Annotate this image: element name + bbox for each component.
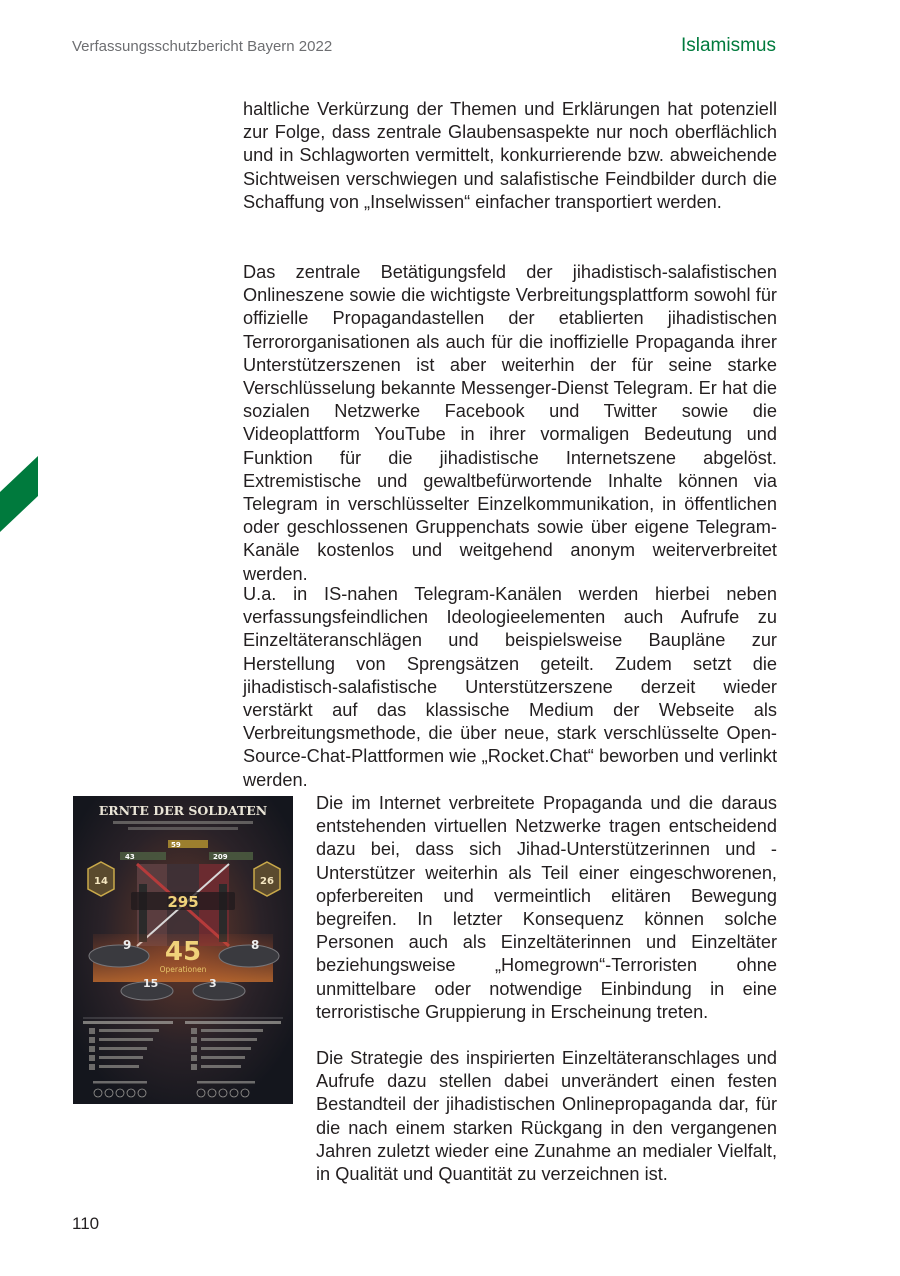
poster-stat: 59 xyxy=(171,841,181,849)
page-number: 110 xyxy=(72,1214,100,1233)
poster-stat: 8 xyxy=(251,938,260,952)
body-paragraph: U.a. in IS-nahen Telegram-Kanälen werden hierbei neben verfassungsfeindlichen Ideologieelementen auch Aufrufe zu Einzeltäteranschlägen und beispielsweise Baupläne zur Herstellung von Sprengsätzen geteilt. Zudem setzt die jihadistisch-salafistische Unterstützerszene derzeit wieder verstärkt auf das klassische Medium der Webseite als Verbreitungsmethode, die über neue, stark verschlüsselte Open-Source-Chat-Plattformen wie „Rocket.Chat“ beworben und verlinkt werden. xyxy=(243,584,777,790)
poster-stat: 295 xyxy=(167,893,199,911)
body-paragraph: haltliche Verkürzung der Themen und Erklärungen hat potenziell zur Folge, dass zentrale Glaubensaspekte nur noch oberflächlich und in Schlagworten vermittelt, konkurrierende bzw. abweichende Sichtweisen verschwiegen und salafistische Feindbilder durch die Schaffung von „Inselwissen“ einfacher transportiert werden. xyxy=(243,99,777,212)
poster-stat: 26 xyxy=(260,876,274,887)
poster-caption: Operationen xyxy=(159,965,207,974)
running-header-section: Islamismus xyxy=(680,35,776,56)
poster-stat: 9 xyxy=(123,938,132,952)
propaganda-poster-image xyxy=(73,796,293,1104)
poster-stat: 43 xyxy=(125,853,135,861)
body-paragraph: Die im Internet verbreitete Propaganda und die daraus entstehenden virtuellen Netzwerke tragen entscheidend dazu bei, dass sich Jihad-Unterstützerinnen und -Unterstützer weiterhin als Teil einer eingeschworenen, opferbereiten und vermeintlich elitären Bewegung begreifen. In letzter Konsequenz können solche Personen auch als Einzeltäterinnen und Einzeltäter beziehungsweise „Homegrown“-Terroristen ohne unmittelbare oder notwendige Einbindung in eine terroristische Gruppierung in Erscheinung treten. xyxy=(316,793,777,1022)
body-paragraph: Die Strategie des inspirierten Einzeltäteranschlages und Aufrufe dazu stellen dabei unverändert einen festen Bestandteil der jihadistischen Onlinepropaganda dar, für die nach einem starken Rückgang in den vergangenen Jahren zuletzt wieder eine Zunahme an medialer Vielfalt, in Qualität und Quantität zu verzeichnen ist. xyxy=(316,1048,777,1185)
running-header-publication: Verfassungsschutzbericht Bayern 2022 xyxy=(72,38,333,55)
body-paragraph: Das zentrale Betätigungsfeld der jihadistisch-salafistischen Onlineszene sowie die wichtigste Verbreitungsplattform sowohl für offizielle Propagandastellen der etablierten jihadistischen Terrororganisationen als auch für die inoffizielle Propaganda ihrer Unterstützerszenen ist aber weiterhin der für seine starke Verschlüsselung bekannte Messenger-Dienst Telegram. Er hat die sozialen Netzwerke Facebook und Twitter sowie die Videoplattform YouTube in ihrer vormaligen Bedeutung und Funktion für die jihadistische Internetszene abgelöst. Extremistische und gewaltbefürwortende Inhalte können via Telegram in verschlüsselter Einzelkommunikation, in öffentlichen oder geschlossenen Gruppenchats sowie über eigene Telegram-Kanäle kostenlos und weitgehend anonym weiterverbreitet werden. xyxy=(243,262,777,584)
poster-stat: 14 xyxy=(94,876,108,887)
poster-stat: 45 xyxy=(164,937,202,967)
poster-stat: 209 xyxy=(213,853,228,861)
poster-title: ERNTE DER SOLDATEN xyxy=(98,803,268,818)
poster-stat: 15 xyxy=(143,977,159,990)
poster-stat: 3 xyxy=(209,977,217,990)
section-marker-tab xyxy=(0,456,38,532)
